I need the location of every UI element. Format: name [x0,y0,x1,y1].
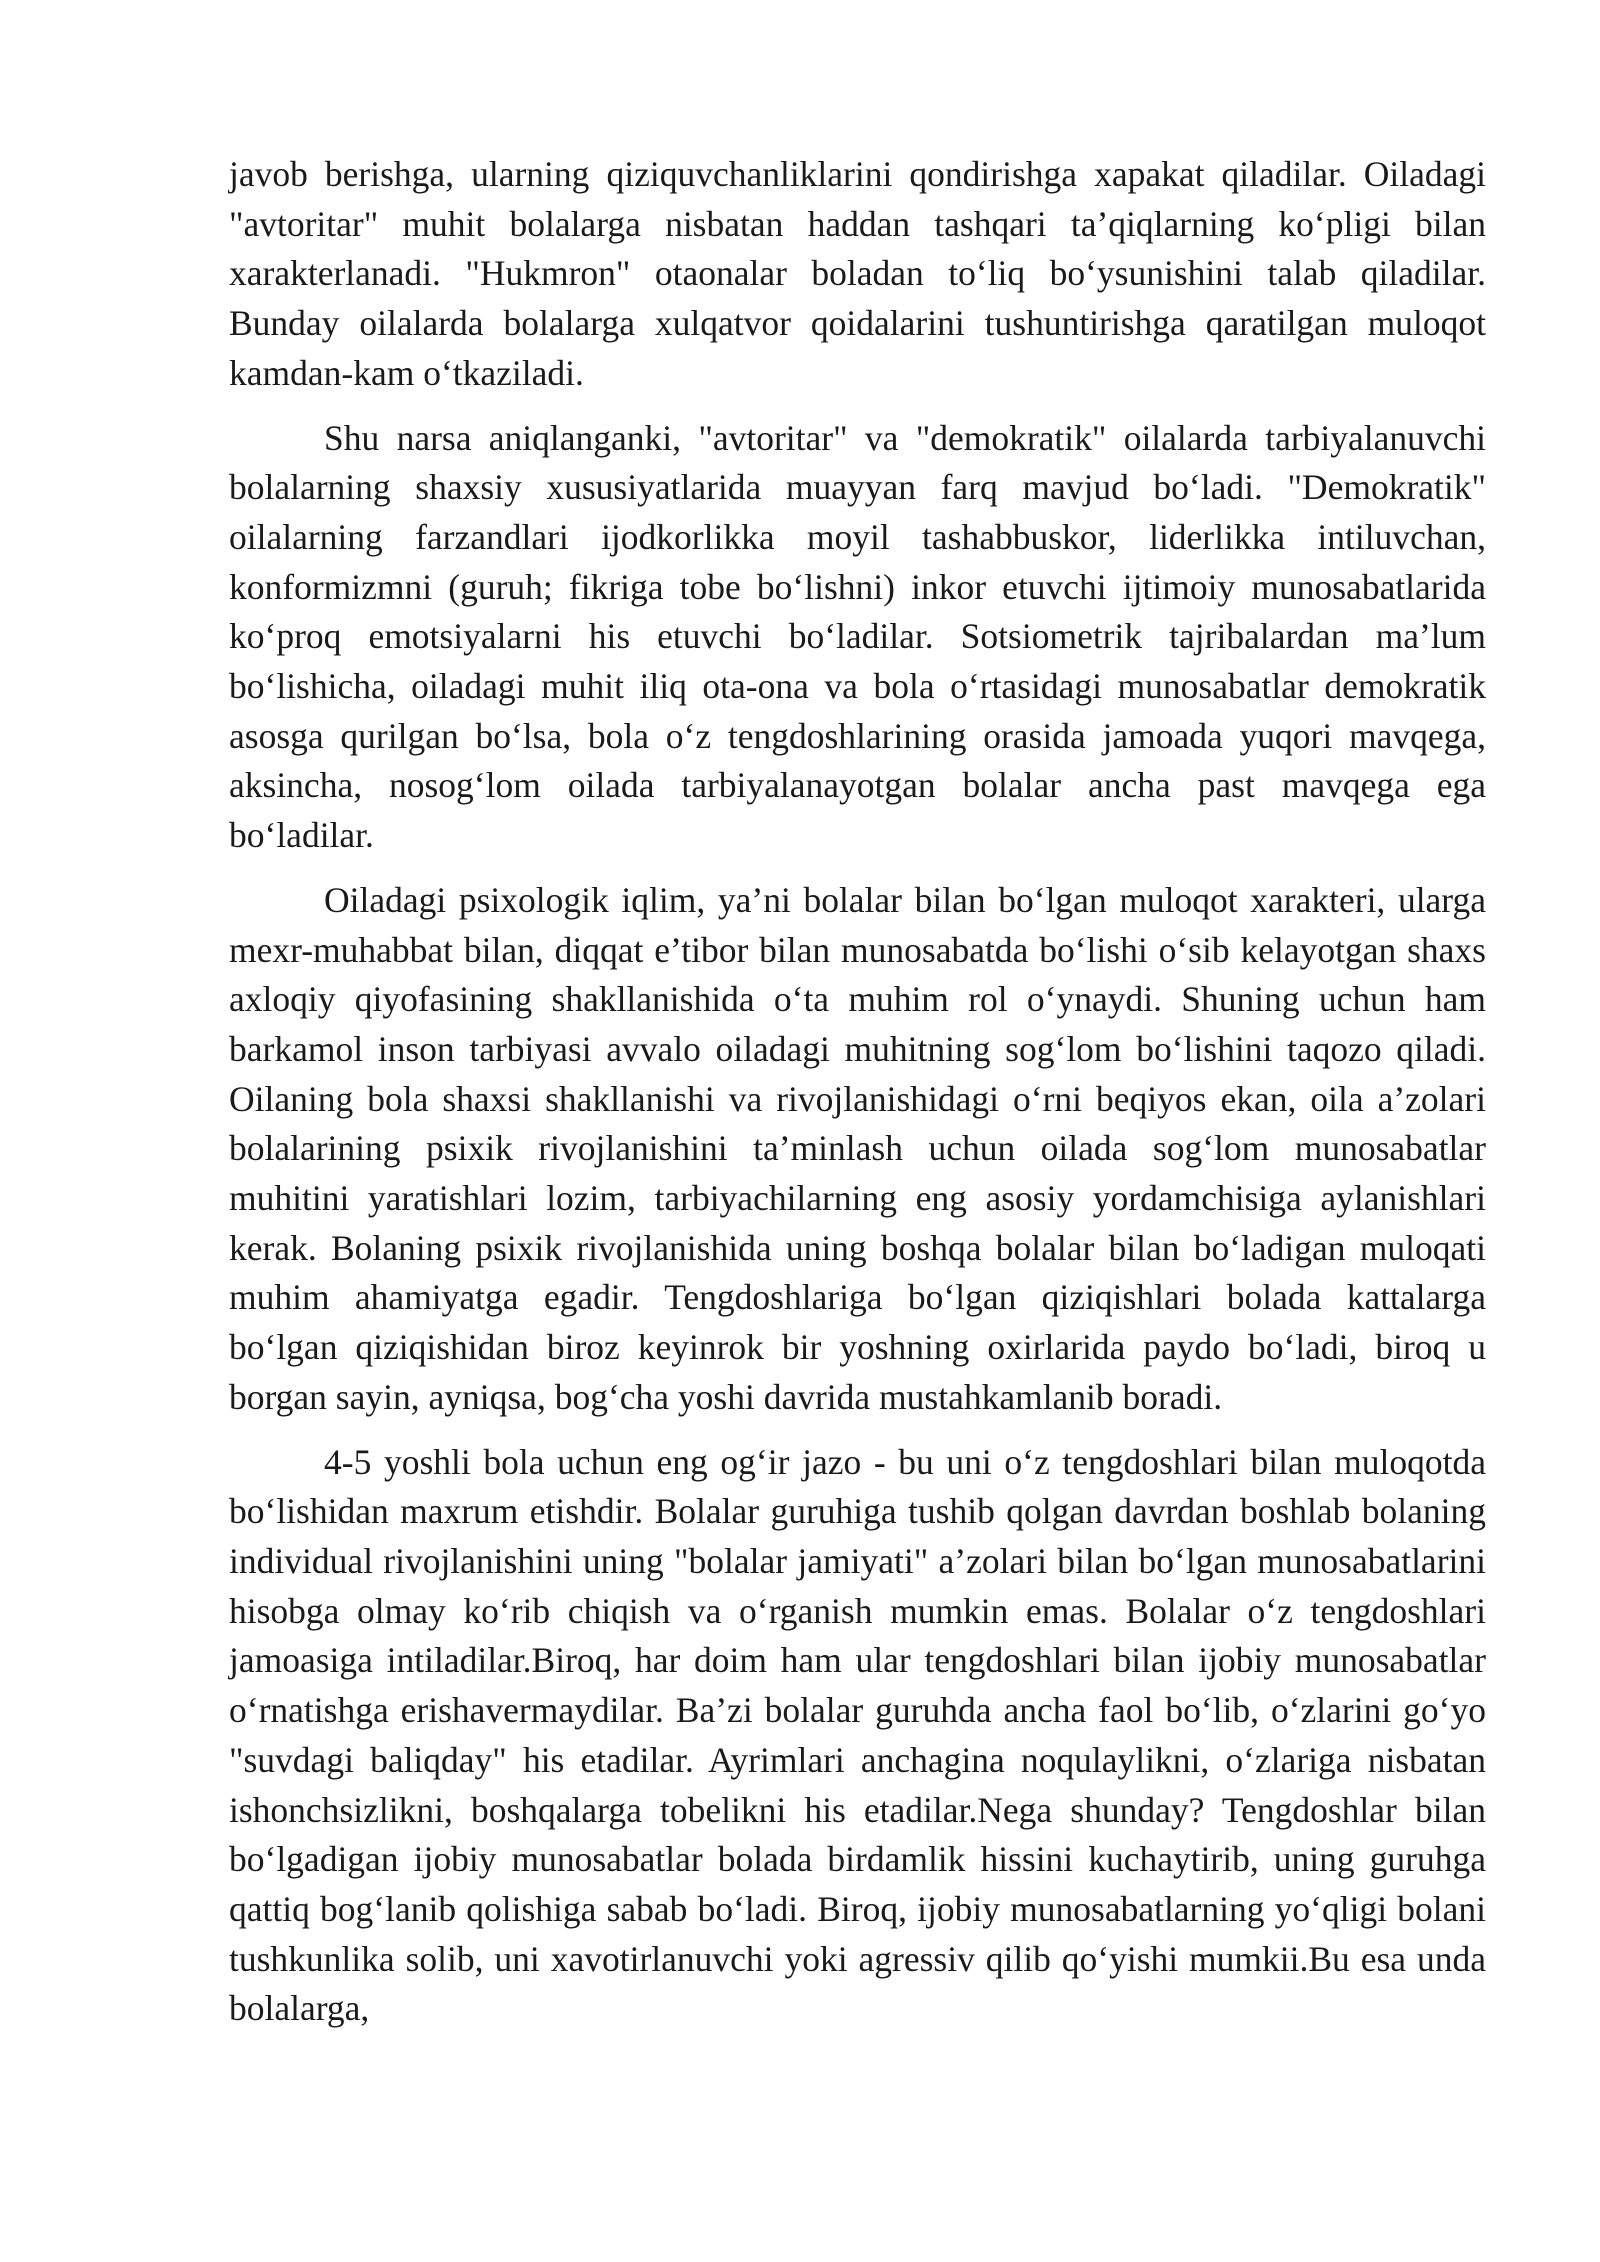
body-text [229,150,1486,2049]
paragraph-2: Shu narsa aniqlanganki, "avtoritar" va "demokratik" oilalarda tarbiyalanuvchi bolalarning shaxsiy xususiyatlarida muayyan farq mavjud bo‘ladi. "Demokratik" oilalarning farzandlari ijodkorlikka moyil tashabbuskor, liderlikka intiluvchan, konformizmni (guruh; fikriga tobe bo‘lishni) inkor etuvchi ijtimoiy munosabatlarida ko‘proq emotsiyalarni his etuvchi bo‘ladilar. Sotsiometrik tajribalardan ma’lum bo‘lishicha, oiladagi muhit iliq ota-ona va bola o‘rtasidagi munosabatlar demokratik asosga qurilgan bo‘lsa, bola o‘z tengdoshlarining orasida jamoada yuqori mavqega, aksincha, nosog‘lom oilada tarbiyalanayotgan bolalar ancha past mavqega ega bo‘ladilar. [229,417,1486,856]
paragraph-1: javob berishga, ularning qiziquvchanliklarini qondirishga xapakat qiladilar. Oiladagi "avtoritar" muhit bolalarga nisbatan haddan tashqari ta’qiqlarning ko‘pligi bilan xarakterlanadi. "Hukmron" otaonalar boladan to‘liq bo‘ysunishini talab qiladilar. Bunday oilalarda bolalarga xulqatvor qoidalarini tushuntirishga qaratilgan muloqot kamdan-kam o‘tkaziladi. [229,154,1486,393]
paragraph-4: 4-5 yoshli bola uchun eng og‘ir jazo - bu uni o‘z tengdoshlari bilan muloqotda bo‘lishidan maxrum etishdir. Bolalar guruhiga tushib qolgan davrdan boshlab bolaning individual rivojlanishini uning "bolalar jamiyati" a’zolari bilan bo‘lgan munosabatlarini hisobga olmay ko‘rib chiqish va o‘rganish mumkin emas. Bolalar o‘z tengdoshlari jamoasiga intiladilar.Biroq, har doim ham ular tengdoshlari bilan ijobiy munosabatlar o‘rnatishga erishavermaydilar. Ba’zi bolalar guruhda ancha faol bo‘lib, o‘zlarini go‘yo "suvdagi baliqday" his etadilar. Ayrimlari anchagina noqulaylikni, o‘zlariga nisbatan ishonchsizlikni, boshqalarga tobelikni his etadilar.Nega shunday? Tengdoshlar bilan bo‘lgadigan ijobiy munosabatlar bolada birdamlik hissini kuchaytirib, uning guruhga qattiq bog‘lanib qolishiga sabab bo‘ladi. Biroq, ijobiy munosabatlarning yo‘qligi bolani tushkunlika solib, uni xavotirlanuvchi yoki agressiv qilib qo‘yishi mumkii.Bu esa unda bolalarga, [229,1441,1486,2029]
paragraph-3: Oiladagi psixologik iqlim, ya’ni bolalar bilan bo‘lgan muloqot xarakteri, ularga mexr-muhabbat bilan, diqqat e’tibor bilan munosabatda bo‘lishi o‘sib kelayotgan shaxs axloqiy qiyofasining shakllanishida o‘ta muhim rol o‘ynaydi. Shuning uchun ham barkamol inson tarbiyasi avvalo oiladagi muhitning sog‘lom bo‘lishini taqozo qiladi. Oilaning bola shaxsi shakllanishi va rivojlanishidagi o‘rni beqiyos ekan, oila a’zolari bolalarining psixik rivojlanishini ta’minlash uchun oilada sog‘lom munosabatlar muhitini yaratishlari lozim, tarbiyachilarning eng asosiy yordamchisiga aylanishlari kerak. Bolaning psixik rivojlanishida uning boshqa bolalar bilan bo‘ladigan muloqati muhim ahamiyatga egadir. Tengdoshlariga bo‘lgan qiziqishlari bolada kattalarga bo‘lgan qiziqishidan biroz keyinrok bir yoshning oxirlarida paydo bo‘ladi, biroq u borgan sayin, ayniqsa, bog‘cha yoshi davrida mustahkamlanib boradi. [229,879,1486,1417]
